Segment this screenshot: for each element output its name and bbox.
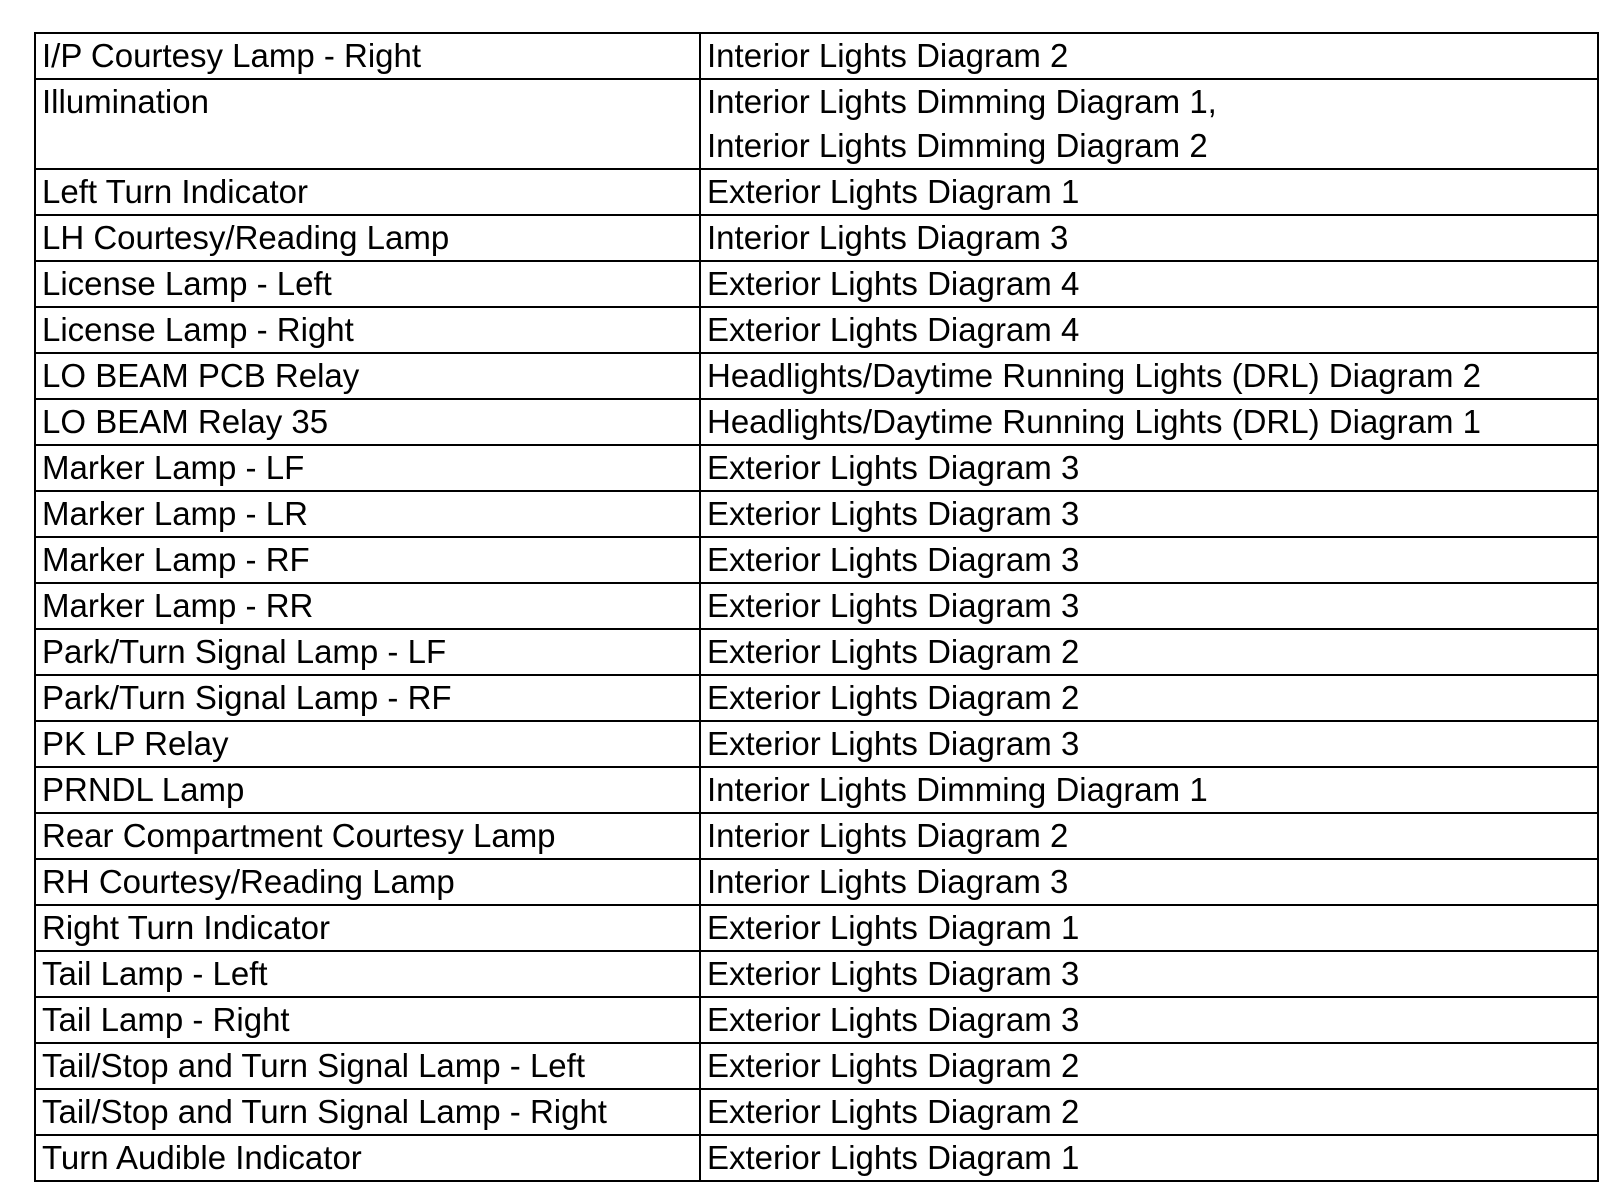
table-row xyxy=(35,813,1598,859)
diagram-cell xyxy=(700,721,1598,767)
diagram-cell xyxy=(700,169,1598,215)
component-cell: Park/Turn Signal Lamp - LF xyxy=(35,629,700,675)
diagram-cell xyxy=(700,859,1598,905)
diagram-cell xyxy=(700,445,1598,491)
component-cell: LO BEAM PCB Relay xyxy=(35,353,700,399)
diagram-cell xyxy=(700,905,1598,951)
diagram-cell xyxy=(700,215,1598,261)
table-row xyxy=(35,859,1598,905)
diagram-reference: Exterior Lights Diagram 1 xyxy=(707,1139,1080,1176)
diagram-cell xyxy=(700,813,1598,859)
component-cell: Tail/Stop and Turn Signal Lamp - Right xyxy=(35,1089,700,1135)
table-row xyxy=(35,1135,1598,1181)
table-row xyxy=(35,307,1598,353)
diagram-cell xyxy=(700,1089,1598,1135)
diagram-reference: Exterior Lights Diagram 3 xyxy=(707,1001,1080,1038)
diagram-reference: Interior Lights Diagram 3 xyxy=(707,863,1069,900)
diagram-reference: Exterior Lights Diagram 2 xyxy=(707,679,1080,716)
table-row xyxy=(35,79,1598,169)
table-row xyxy=(35,33,1598,79)
diagram-cell xyxy=(700,33,1598,79)
table-row xyxy=(35,905,1598,951)
component-cell: Tail Lamp - Right xyxy=(35,997,700,1043)
component-cell: Park/Turn Signal Lamp - RF xyxy=(35,675,700,721)
diagram-reference: Interior Lights Dimming Diagram 2 xyxy=(707,127,1208,164)
diagram-cell xyxy=(700,1043,1598,1089)
table-row xyxy=(35,721,1598,767)
diagram-reference: Exterior Lights Diagram 4 xyxy=(707,265,1080,302)
diagram-reference: Exterior Lights Diagram 3 xyxy=(707,725,1080,762)
component-cell: LO BEAM Relay 35 xyxy=(35,399,700,445)
component-cell: Right Turn Indicator xyxy=(35,905,700,951)
diagram-reference: Interior Lights Diagram 3 xyxy=(707,219,1069,256)
table-row xyxy=(35,537,1598,583)
diagram-reference: Exterior Lights Diagram 3 xyxy=(707,541,1080,578)
diagram-cell xyxy=(700,675,1598,721)
diagram-cell xyxy=(700,951,1598,997)
component-cell: Rear Compartment Courtesy Lamp xyxy=(35,813,700,859)
table-row xyxy=(35,1089,1598,1135)
component-cell: License Lamp - Right xyxy=(35,307,700,353)
diagram-cell xyxy=(700,583,1598,629)
diagram-reference: Interior Lights Diagram 2 xyxy=(707,817,1069,854)
component-cell: PRNDL Lamp xyxy=(35,767,700,813)
component-cell: Tail/Stop and Turn Signal Lamp - Left xyxy=(35,1043,700,1089)
component-cell: LH Courtesy/Reading Lamp xyxy=(35,215,700,261)
diagram-reference: Interior Lights Dimming Diagram 1 xyxy=(707,771,1208,808)
diagram-reference: Exterior Lights Diagram 3 xyxy=(707,587,1080,624)
table-row xyxy=(35,1043,1598,1089)
component-cell: PK LP Relay xyxy=(35,721,700,767)
table-row xyxy=(35,215,1598,261)
diagram-reference: Headlights/Daytime Running Lights (DRL) Diagram 2 xyxy=(707,357,1482,394)
diagram-reference: Headlights/Daytime Running Lights (DRL) Diagram 1 xyxy=(707,403,1482,440)
component-cell: Marker Lamp - RR xyxy=(35,583,700,629)
table-row xyxy=(35,629,1598,675)
component-cell: RH Courtesy/Reading Lamp xyxy=(35,859,700,905)
table-row xyxy=(35,767,1598,813)
table-row xyxy=(35,261,1598,307)
diagram-reference: Exterior Lights Diagram 3 xyxy=(707,449,1080,486)
table-row xyxy=(35,169,1598,215)
diagram-cell xyxy=(700,353,1598,399)
diagram-reference: Interior Lights Diagram 2 xyxy=(707,37,1069,74)
component-cell: Left Turn Indicator xyxy=(35,169,700,215)
diagram-cell xyxy=(700,767,1598,813)
diagram-cell xyxy=(700,79,1598,169)
table-row xyxy=(35,399,1598,445)
diagram-cell xyxy=(700,491,1598,537)
table-row xyxy=(35,583,1598,629)
table-row xyxy=(35,951,1598,997)
component-cell: Turn Audible Indicator xyxy=(35,1135,700,1181)
diagram-reference: Exterior Lights Diagram 3 xyxy=(707,955,1080,992)
diagram-cell xyxy=(700,997,1598,1043)
component-cell: Marker Lamp - LF xyxy=(35,445,700,491)
component-cell: I/P Courtesy Lamp - Right xyxy=(35,33,700,79)
component-cell: Marker Lamp - RF xyxy=(35,537,700,583)
diagram-reference: Exterior Lights Diagram 2 xyxy=(707,1047,1080,1084)
component-cell: License Lamp - Left xyxy=(35,261,700,307)
component-cell: Illumination xyxy=(35,79,700,169)
component-cell: Tail Lamp - Left xyxy=(35,951,700,997)
diagram-reference: Exterior Lights Diagram 3 xyxy=(707,495,1080,532)
table-row xyxy=(35,445,1598,491)
table-row xyxy=(35,353,1598,399)
diagram-cell xyxy=(700,537,1598,583)
diagram-reference: Exterior Lights Diagram 2 xyxy=(707,633,1080,670)
diagram-reference: Exterior Lights Diagram 1 xyxy=(707,909,1080,946)
diagram-reference: Exterior Lights Diagram 2 xyxy=(707,1093,1080,1130)
diagram-reference: Exterior Lights Diagram 4 xyxy=(707,311,1080,348)
diagram-cell xyxy=(700,307,1598,353)
diagram-cell xyxy=(700,629,1598,675)
table-row xyxy=(35,491,1598,537)
table-body xyxy=(35,33,1598,1181)
diagram-cell xyxy=(700,261,1598,307)
table-row xyxy=(35,675,1598,721)
component-diagram-table xyxy=(34,32,1599,1182)
diagram-reference: Exterior Lights Diagram 1 xyxy=(707,173,1080,210)
diagram-cell xyxy=(700,1135,1598,1181)
diagram-reference: Interior Lights Dimming Diagram 1, xyxy=(707,83,1217,120)
component-cell: Marker Lamp - LR xyxy=(35,491,700,537)
diagram-cell xyxy=(700,399,1598,445)
table-row xyxy=(35,997,1598,1043)
